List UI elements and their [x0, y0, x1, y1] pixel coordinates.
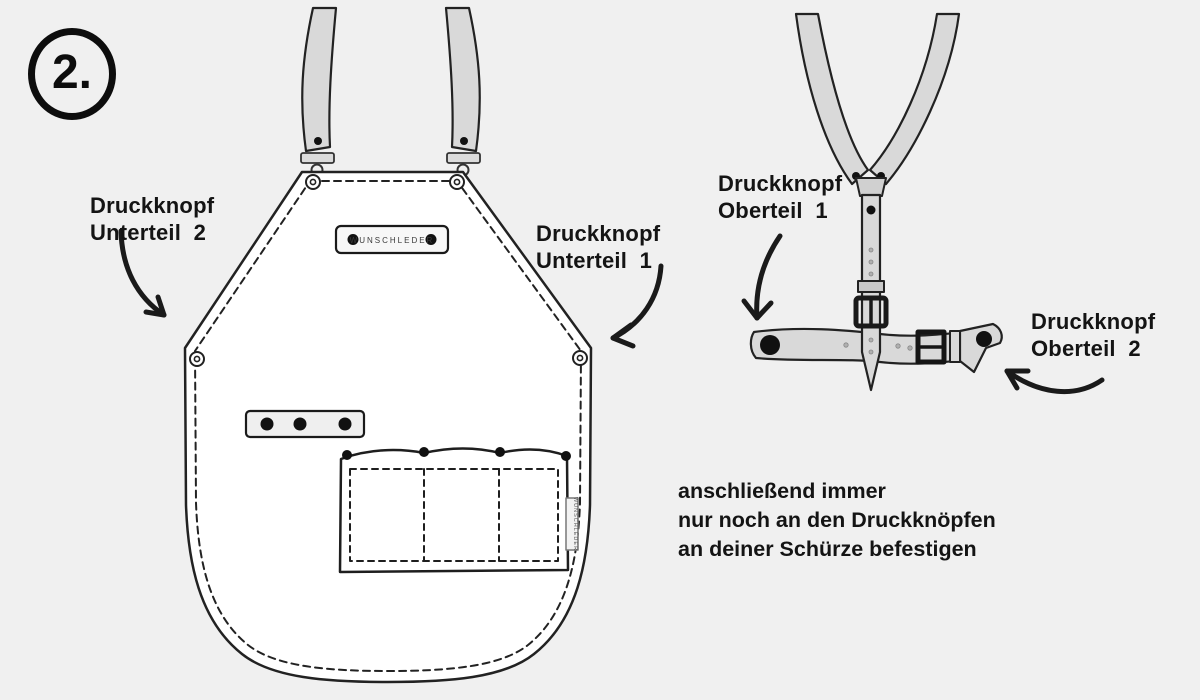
snap-dot — [339, 418, 352, 431]
strap-hole — [908, 346, 912, 350]
label-line: Oberteil 2 — [1031, 336, 1141, 361]
pocket-rivet — [495, 447, 505, 457]
label-druckknopf-oberteil-1 — [718, 170, 842, 224]
label-line: Druckknopf — [536, 221, 661, 246]
label-line: Oberteil 1 — [718, 198, 828, 223]
waist-strap-end-fold — [960, 324, 1002, 372]
strap-hole — [844, 343, 848, 347]
back-strap-keeper — [858, 281, 884, 292]
pocket-rivet — [342, 450, 352, 460]
snap-dot — [261, 418, 274, 431]
label-line: Druckknopf — [718, 171, 843, 196]
waist-strap-snap-right — [976, 331, 992, 347]
label-line: Unterteil 1 — [536, 248, 653, 273]
label-line: Druckknopf — [90, 193, 215, 218]
strap-hole — [869, 338, 873, 342]
label-line: Druckknopf — [1031, 309, 1156, 334]
strap-hole — [869, 248, 873, 252]
apron-pocket — [340, 447, 578, 572]
instruction-note — [678, 477, 996, 564]
note-line: anschließend immer — [678, 479, 886, 503]
pocket-rivet — [561, 451, 571, 461]
pocket-rivet — [419, 447, 429, 457]
waist-strap-keeper — [950, 331, 960, 362]
strap-clip-plate — [301, 153, 334, 163]
strap-hole — [869, 272, 873, 276]
apron-illustration — [185, 8, 591, 682]
arrow-oberteil-2 — [1007, 371, 1102, 392]
snap-dot — [294, 418, 307, 431]
waist-snap-strap — [246, 411, 364, 437]
arrow-unterteil-1 — [613, 266, 661, 346]
label-druckknopf-unterteil-2 — [90, 192, 214, 246]
pocket-side-tag-text: WUNSCHLEDER — [572, 496, 578, 552]
strap-snap-dot — [314, 137, 322, 145]
step-number-badge: 2. — [28, 28, 116, 120]
strap-hole — [869, 260, 873, 264]
note-line: nur noch an den Druckknöpfen — [678, 508, 996, 532]
note-line: an deiner Schürze befestigen — [678, 537, 977, 561]
brand-label-text: WUNSCHLEDER — [349, 236, 435, 245]
label-druckknopf-oberteil-2 — [1031, 308, 1155, 362]
strap-hole — [869, 350, 873, 354]
strap-clip-plate — [447, 153, 480, 163]
waist-strap-snap-left — [760, 335, 780, 355]
apron-shoulder-straps — [301, 8, 480, 176]
label-druckknopf-unterteil-1 — [536, 220, 660, 274]
harness-junction-connector — [856, 178, 886, 196]
harness-shoulder-straps — [796, 14, 959, 196]
strap-hole — [896, 344, 900, 348]
strap-snap-dot — [460, 137, 468, 145]
arrow-oberteil-1 — [744, 236, 780, 318]
back-strap-snap — [867, 206, 876, 215]
label-line: Unterteil 2 — [90, 220, 207, 245]
brand-label-patch — [336, 226, 448, 253]
